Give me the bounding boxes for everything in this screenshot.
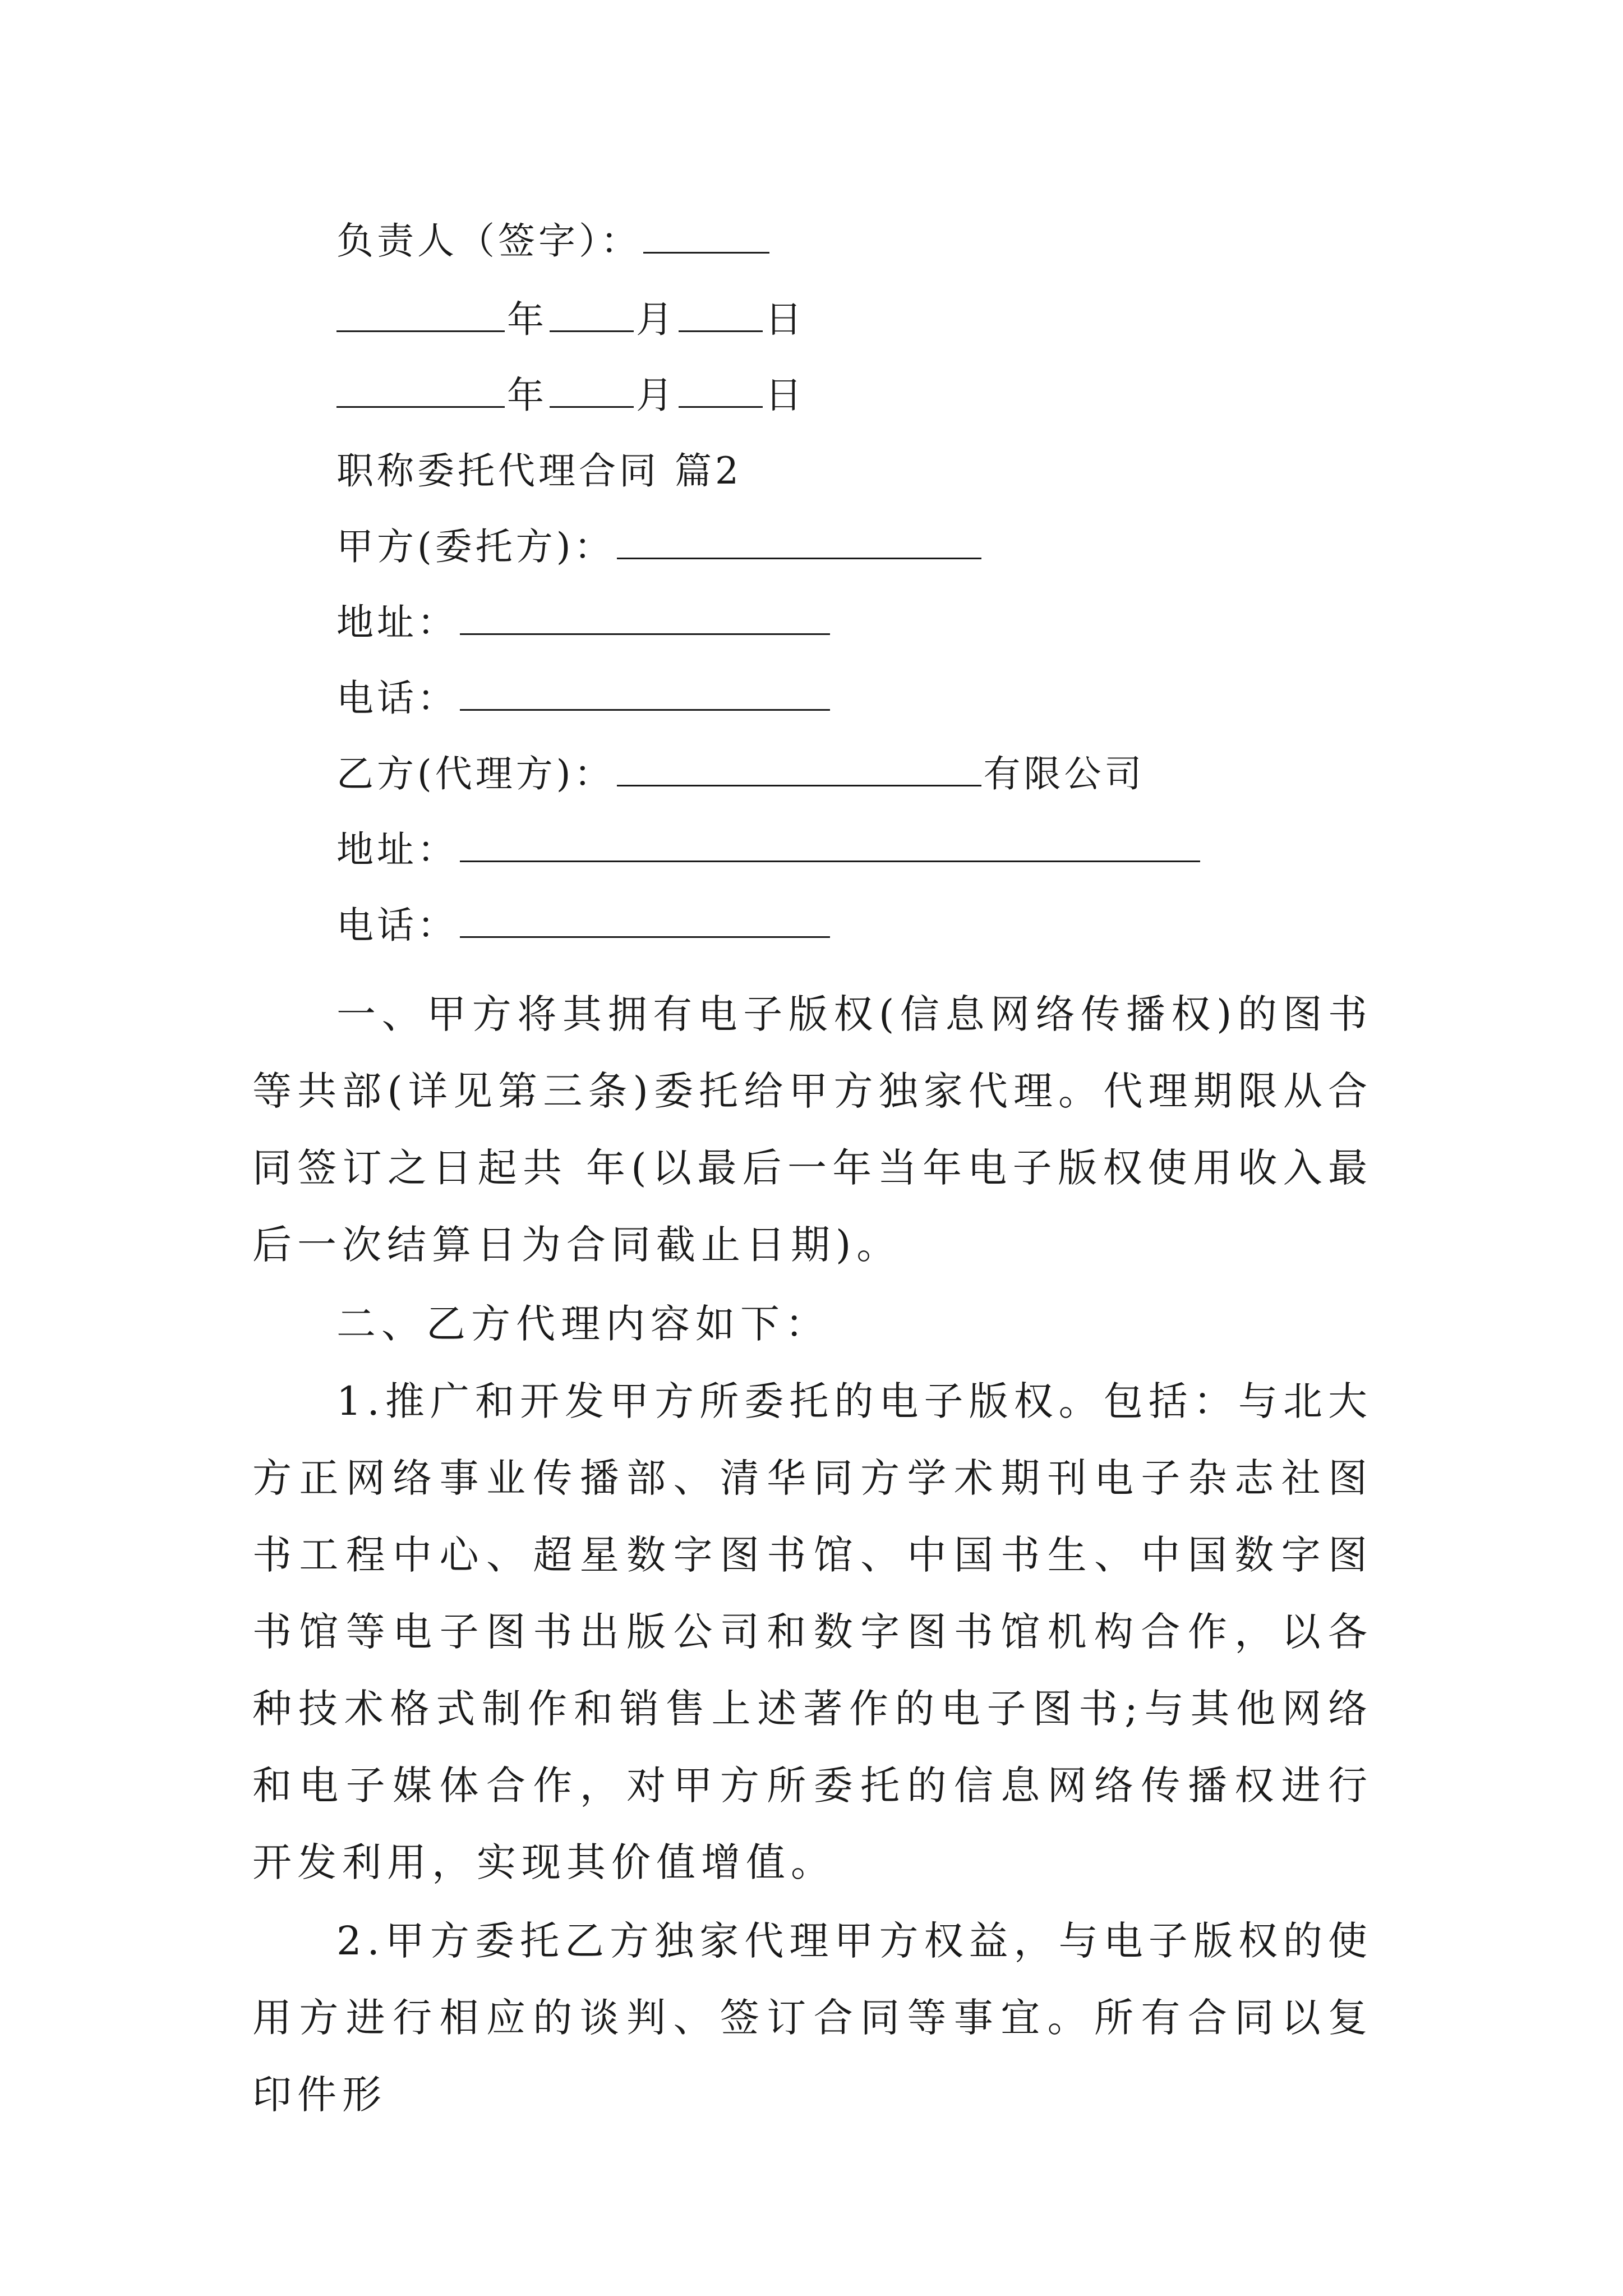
day-label: 日 bbox=[765, 298, 805, 341]
party-a-blank bbox=[617, 525, 981, 559]
day-blank bbox=[679, 298, 763, 332]
party-b-phone-line bbox=[336, 903, 832, 948]
party-b-blank bbox=[617, 752, 981, 786]
signature-label: 负责人（签字）： bbox=[336, 219, 641, 263]
party-b-label: 乙方(代理方)： bbox=[336, 752, 615, 795]
day-blank bbox=[679, 374, 763, 408]
party-a-phone-line bbox=[336, 676, 832, 721]
party-a-phone-blank bbox=[460, 677, 830, 711]
month-label: 月 bbox=[636, 298, 676, 341]
party-b-suffix: 有限公司 bbox=[983, 752, 1145, 795]
party-b-address-label: 地址： bbox=[336, 828, 458, 871]
day-label: 日 bbox=[765, 374, 805, 417]
clause-one: 一、甲方将其拥有电子版权(信息网络传播权)的图书等共部(详见第三条)委托给甲方独家代理。代理期限从合同签订之日起共 年(以最后一年当年电子版权使用收入最后一次结算日为合同截止日期)。 bbox=[252, 991, 1373, 1268]
year-blank bbox=[336, 298, 505, 332]
month-blank bbox=[550, 374, 634, 408]
party-b-line bbox=[336, 752, 1145, 797]
party-a-phone-label: 电话： bbox=[336, 677, 458, 720]
party-b-phone-label: 电话： bbox=[336, 904, 458, 947]
year-blank bbox=[336, 374, 505, 408]
party-a-address-line bbox=[336, 600, 832, 645]
clause-two: 二、乙方代理内容如下： bbox=[336, 1301, 830, 1347]
date-line bbox=[336, 297, 805, 342]
month-blank bbox=[550, 298, 634, 332]
party-a-address-label: 地址： bbox=[336, 601, 458, 644]
signature-line bbox=[336, 219, 772, 264]
clause-item-2: 2.甲方委托乙方独家代理甲方权益，与电子版权的使用方进行相应的谈判、签订合同等事宜。所有合同以复印件形 bbox=[252, 1918, 1373, 2118]
party-a-address-blank bbox=[460, 601, 830, 635]
party-b-phone-blank bbox=[460, 904, 830, 938]
signature-blank bbox=[643, 219, 769, 254]
date-line bbox=[336, 373, 805, 418]
party-b-address-line bbox=[336, 827, 1202, 872]
section-title: 职称委托代理合同 篇2 bbox=[336, 449, 742, 493]
month-label: 月 bbox=[636, 374, 676, 417]
party-b-address-blank bbox=[460, 828, 1200, 862]
year-label: 年 bbox=[507, 374, 547, 417]
clause-item-1: 1.推广和开发甲方所委托的电子版权。包括：与北大方正网络事业传播部、清华同方学术期刊电子杂志社图书工程中心、超星数字图书馆、中国书生、中国数字图书馆等电子图书出版公司和数字图书馆机构合作，以各种技术格式制作和销售上述著作的电子图书;与其他网络和电子媒体合作，对甲方所委托的信息网络传播权进行开发利用，实现其价值增值。 bbox=[252, 1378, 1373, 1885]
party-a-line bbox=[336, 524, 984, 569]
year-label: 年 bbox=[507, 298, 547, 341]
party-a-label: 甲方(委托方)： bbox=[336, 525, 615, 568]
